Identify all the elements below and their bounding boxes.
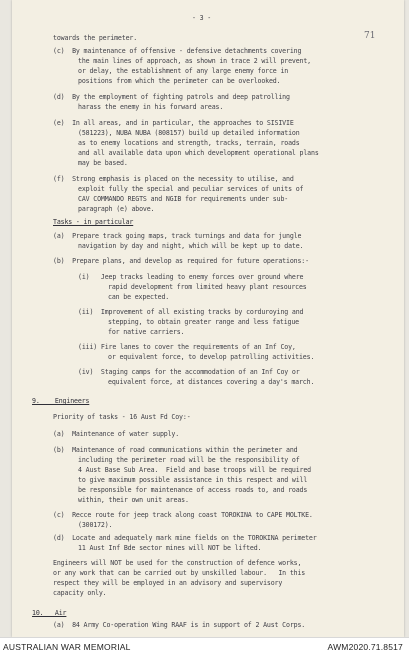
text-line: exploit fully the special and peculiar services of units of <box>78 185 304 193</box>
text-line: to give maximum possible assistance in this respect and will <box>78 476 308 484</box>
text-line: (300172). <box>78 521 113 529</box>
text-line: can be expected. <box>108 293 170 301</box>
text-line: or delay, the establishment of any large enemy force in <box>78 67 289 75</box>
text-line: positions from which the perimeter can be overlooked. <box>78 77 281 85</box>
section-heading: 10. Air <box>32 609 67 617</box>
text-line: (a) Prepare track going maps, track turnings and data for jungle <box>53 232 302 240</box>
text-line: the main lines of approach, as shown in trace 2 will prevent, <box>78 57 312 65</box>
text-line: 11 Aust Inf Bde sector mines will NOT be lifted. <box>78 544 262 552</box>
text-line: may be based. <box>78 159 128 167</box>
text-line: (d) Locate and adequately mark mine fields on the TOROKINA perimeter <box>53 534 317 542</box>
text-line: (d) By the employment of fighting patrols and deep patrolling <box>53 93 290 101</box>
text-line: or any work that can be carried out by unskilled labour. In this <box>53 569 306 577</box>
text-line: paragraph (e) above. <box>78 205 155 213</box>
document-page <box>12 0 404 637</box>
text-line: (c) Recce route for jeep track along coast TOROKINA to CAPE MOLTKE. <box>53 511 313 519</box>
text-line: (e) In all areas, and in particular, the approaches to SISIVIE <box>53 119 294 127</box>
text-line: or equivalent force, to develop patrolling activities. <box>108 353 315 361</box>
page-number: - 3 - <box>192 14 212 22</box>
text-line: (ii) Improvement of all existing tracks by corduroying and <box>78 308 304 316</box>
footer-institution: AUSTRALIAN WAR MEMORIAL <box>3 642 131 652</box>
text-line: (i) Jeep tracks leading to enemy forces over ground where <box>78 273 304 281</box>
text-line: and all available data upon which development operational plans <box>78 149 319 157</box>
text-line: respect they will be employed in an advisory and supervisory <box>53 579 283 587</box>
text-line: Engineers will NOT be used for the construction of defence works, <box>53 559 302 567</box>
text-line: as to enemy locations and strength, tracks, terrain, roads <box>78 139 300 147</box>
section-heading: Tasks - in particular <box>53 218 134 226</box>
text-line: harass the enemy in his forward areas. <box>78 103 224 111</box>
text-line: be responsible for maintenance of access roads to, and roads <box>78 486 308 494</box>
text-line: 4 Aust Base Sub Area. Field and base troops will be required <box>78 466 312 474</box>
section-heading: 9. Engineers <box>32 397 90 405</box>
text-line: (b) Prepare plans, and develop as required for future operations:- <box>53 257 309 265</box>
text-line: (c) By maintenance of offensive - defensive detachments covering <box>53 47 302 55</box>
margin-annotation: 71 <box>364 31 376 41</box>
text-line: equivalent force, at distances covering a day's march. <box>108 378 315 386</box>
text-line: navigation by day and night, which will be kept up to date. <box>78 242 304 250</box>
text-line: (581223), NUBA NUBA (808157) build up detailed information <box>78 129 300 137</box>
footer-accession-number: AWM2020.71.8517 <box>327 642 403 652</box>
text-line: (b) Maintenance of road communications within the perimeter and <box>53 446 298 454</box>
text-line: (f) Strong emphasis is placed on the necessity to utilise, and <box>53 175 294 183</box>
text-line: CAV COMMANDO REGTS and NGIB for requirements under sub- <box>78 195 289 203</box>
text-line: for native carriers. <box>108 328 185 336</box>
text-line: including the perimeter road will be the responsibility of <box>78 456 300 464</box>
text-line: (iv) Staging camps for the accommodation of an Inf Coy or <box>78 368 300 376</box>
text-line: (a) 84 Army Co-operation Wing RAAF is in support of 2 Aust Corps. <box>53 621 306 629</box>
text-line: Priority of tasks - 16 Aust Fd Coy:- <box>53 413 191 421</box>
text-line: within, their own unit areas. <box>78 496 189 504</box>
text-line: towards the perimeter. <box>53 34 138 42</box>
text-line: stepping, to obtain greater range and less fatigue <box>108 318 299 326</box>
text-line: (iii) Fire lanes to cover the requirements of an Inf Coy, <box>78 343 296 351</box>
text-line: capacity only. <box>53 589 107 597</box>
text-line: (a) Maintenance of water supply. <box>53 430 180 438</box>
text-line: rapid development from limited heavy plant resources <box>108 283 307 291</box>
archive-footer <box>0 637 409 654</box>
